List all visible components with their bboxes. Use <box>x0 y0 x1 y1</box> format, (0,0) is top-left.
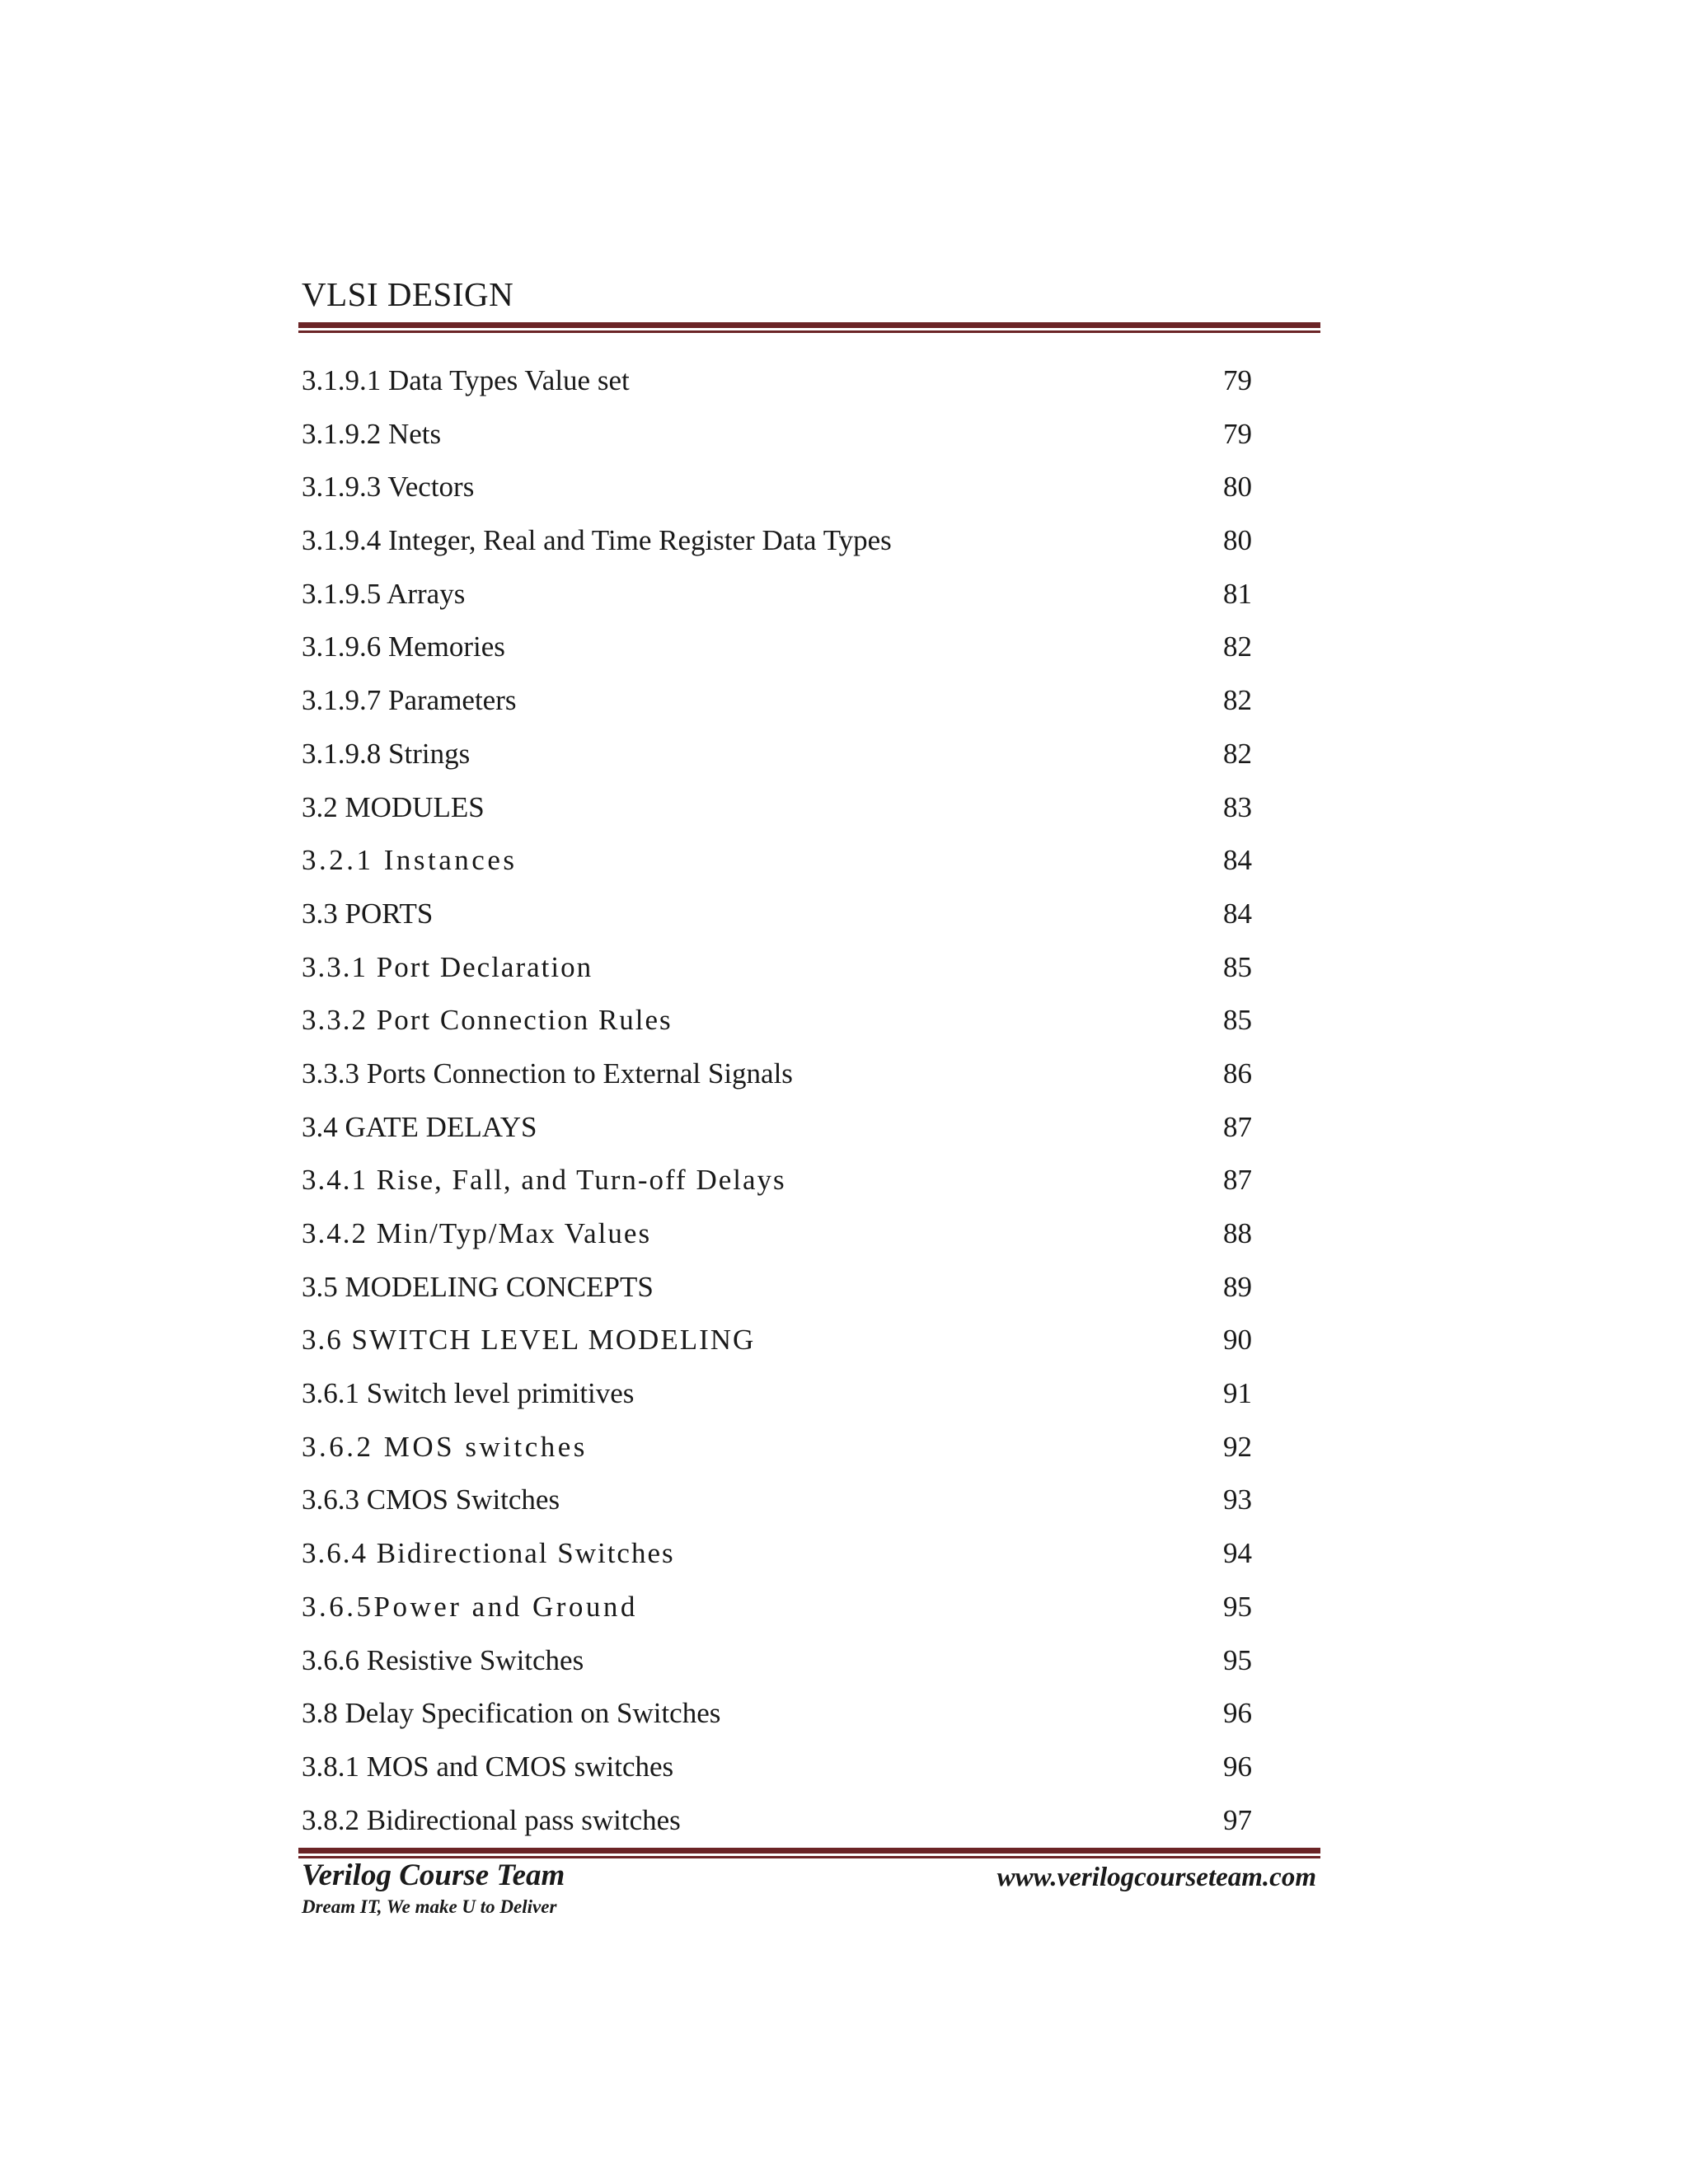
toc-entry-label: 3.1.9.2 Nets <box>302 417 442 450</box>
toc-entry-label: 3.6.1 Switch level primitives <box>302 1377 635 1410</box>
toc-entry-page: 82 <box>1223 737 1252 770</box>
toc-entry-label: 3.8.1 MOS and CMOS switches <box>302 1750 674 1783</box>
toc-entry-label: 3.6 SWITCH LEVEL MODELING <box>302 1324 756 1357</box>
toc-entry-page: 82 <box>1223 684 1252 717</box>
toc-entry[interactable] <box>302 1320 1266 1374</box>
toc-entry-page: 95 <box>1223 1643 1252 1676</box>
toc-entry[interactable] <box>302 788 1266 841</box>
toc-entry[interactable] <box>302 894 1266 948</box>
footer-brand-name: Verilog Course Team <box>302 1858 565 1892</box>
toc-entry[interactable] <box>302 1747 1266 1801</box>
toc-entry-label: 3.1.9.3 Vectors <box>302 471 475 504</box>
toc-entry-label: 3.1.9.8 Strings <box>302 737 471 770</box>
toc-entry-label: 3.1.9.1 Data Types Value set <box>302 364 630 396</box>
toc-entry[interactable] <box>302 627 1266 681</box>
toc-entry-page: 84 <box>1223 844 1252 877</box>
toc-entry-label: 3.5 MODELING CONCEPTS <box>302 1270 654 1303</box>
toc-entry[interactable] <box>302 1001 1266 1054</box>
toc-entry-page: 96 <box>1223 1750 1252 1783</box>
toc-entry-label: 3.3.3 Ports Connection to External Signals <box>302 1057 793 1090</box>
toc-entry-label: 3.3.2 Port Connection Rules <box>302 1004 673 1037</box>
toc-entry-page: 94 <box>1223 1537 1252 1570</box>
page-header-title: VLSI DESIGN <box>302 275 514 313</box>
toc-entry[interactable] <box>302 1268 1266 1321</box>
toc-entry[interactable] <box>302 467 1266 521</box>
toc-entry-page: 95 <box>1223 1590 1252 1623</box>
toc-entry[interactable] <box>302 574 1266 628</box>
toc-entry-page: 83 <box>1223 790 1252 823</box>
toc-entry[interactable] <box>302 1214 1266 1268</box>
toc-entry-label: 3.3 PORTS <box>302 897 434 930</box>
toc-entry-page: 93 <box>1223 1483 1252 1516</box>
toc-entry[interactable] <box>302 1054 1266 1108</box>
toc-entry-label: 3.1.9.4 Integer, Real and Time Register Data Types <box>302 524 892 557</box>
toc-entry-page: 85 <box>1223 1004 1252 1037</box>
toc-entry[interactable] <box>302 415 1266 468</box>
toc-entry-page: 97 <box>1223 1803 1252 1836</box>
toc-entry-label: 3.6.2 MOS switches <box>302 1430 588 1463</box>
toc-entry[interactable] <box>302 1641 1266 1694</box>
footer-website-link[interactable]: www.verilogcourseteam.com <box>996 1863 1316 1892</box>
toc-entry-page: 85 <box>1223 950 1252 983</box>
toc-entry[interactable] <box>302 841 1266 894</box>
toc-entry-page: 82 <box>1223 630 1252 663</box>
toc-entry[interactable] <box>302 681 1266 734</box>
table-of-contents <box>302 361 1266 1854</box>
toc-entry-label: 3.8.2 Bidirectional pass switches <box>302 1803 681 1836</box>
toc-entry-page: 88 <box>1223 1217 1252 1249</box>
toc-entry[interactable] <box>302 734 1266 788</box>
toc-entry-label: 3.1.9.7 Parameters <box>302 684 517 717</box>
toc-entry-label: 3.2.1 Instances <box>302 844 518 877</box>
toc-entry[interactable] <box>302 521 1266 574</box>
toc-entry-label: 3.6.6 Resistive Switches <box>302 1643 584 1676</box>
toc-entry-page: 79 <box>1223 364 1252 396</box>
toc-entry-page: 81 <box>1223 577 1252 610</box>
toc-entry[interactable] <box>302 1801 1266 1854</box>
toc-entry-label: 3.1.9.6 Memories <box>302 630 505 663</box>
toc-entry-page: 79 <box>1223 417 1252 450</box>
toc-entry[interactable] <box>302 361 1266 415</box>
toc-entry-label: 3.1.9.5 Arrays <box>302 577 466 610</box>
footer-branding <box>302 1858 565 1919</box>
toc-entry-label: 3.4 GATE DELAYS <box>302 1110 537 1143</box>
toc-entry-page: 87 <box>1223 1110 1252 1143</box>
toc-entry-page: 89 <box>1223 1270 1252 1303</box>
toc-entry-label: 3.8 Delay Specification on Switches <box>302 1697 721 1730</box>
toc-entry-label: 3.4.1 Rise, Fall, and Turn-off Delays <box>302 1164 786 1197</box>
toc-entry-page: 86 <box>1223 1057 1252 1090</box>
toc-entry-label: 3.3.1 Port Declaration <box>302 950 593 983</box>
toc-entry-label: 3.4.2 Min/Typ/Max Values <box>302 1217 652 1249</box>
toc-entry-label: 3.6.3 CMOS Switches <box>302 1483 560 1516</box>
toc-entry[interactable] <box>302 948 1266 1001</box>
toc-entry[interactable] <box>302 1694 1266 1747</box>
toc-entry[interactable] <box>302 1108 1266 1161</box>
toc-entry-page: 96 <box>1223 1697 1252 1730</box>
toc-entry[interactable] <box>302 1534 1266 1587</box>
toc-entry-page: 87 <box>1223 1164 1252 1197</box>
footer-tagline: Dream IT, We make U to Deliver <box>302 1896 557 1917</box>
toc-entry[interactable] <box>302 1160 1266 1214</box>
toc-entry-page: 92 <box>1223 1430 1252 1463</box>
toc-entry-page: 80 <box>1223 471 1252 504</box>
toc-entry[interactable] <box>302 1480 1266 1534</box>
toc-entry-page: 84 <box>1223 897 1252 930</box>
toc-entry[interactable] <box>302 1587 1266 1641</box>
toc-entry-label: 3.6.5Power and Ground <box>302 1590 638 1623</box>
toc-entry-label: 3.2 MODULES <box>302 790 485 823</box>
header-rule <box>298 322 1320 333</box>
toc-entry-page: 80 <box>1223 524 1252 557</box>
toc-entry-page: 90 <box>1223 1324 1252 1357</box>
toc-entry-page: 91 <box>1223 1377 1252 1410</box>
toc-entry[interactable] <box>302 1427 1266 1481</box>
toc-entry[interactable] <box>302 1374 1266 1427</box>
toc-entry-label: 3.6.4 Bidirectional Switches <box>302 1537 675 1570</box>
